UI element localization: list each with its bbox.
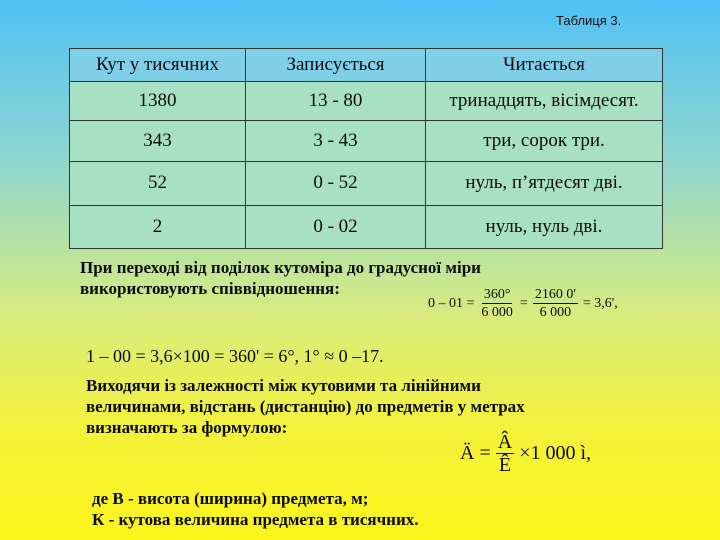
distance-formula xyxy=(460,431,591,476)
table-cell: нуль, п’ятдесят дві. xyxy=(426,162,663,206)
fraction-denominator: Ê xyxy=(498,454,512,476)
fraction-denominator: 6 000 xyxy=(481,305,513,320)
formula-lhs: 0 – 01 = xyxy=(428,295,475,311)
table-row xyxy=(70,206,663,249)
text-line: де В - висота (ширина) предмета, м; xyxy=(92,489,369,508)
fraction-denominator: 6 000 xyxy=(539,305,572,320)
table-cell: 343 xyxy=(70,121,246,162)
text-line: визначають за формулою: xyxy=(86,418,288,437)
fraction-numerator: 360° xyxy=(483,287,511,302)
column-header: Читається xyxy=(426,49,663,82)
fraction-height-over-angle xyxy=(496,431,514,476)
table-row xyxy=(70,82,663,121)
distance-intro-text xyxy=(86,375,525,438)
column-header: Кут у тисячних xyxy=(70,49,246,82)
fraction-minutes xyxy=(533,286,578,321)
table-cell: 1380 xyxy=(70,82,246,121)
variable-definitions xyxy=(92,488,419,530)
text-line: К - кутова величина предмета в тисячних. xyxy=(92,510,419,529)
table-row xyxy=(70,121,663,162)
table-cell: тринадцять, вісімдесят. xyxy=(426,82,663,121)
fraction-numerator: 2160 0' xyxy=(534,287,576,302)
text-line: величинами, відстань (дистанцію) до предметів у метрах xyxy=(86,397,525,416)
table-cell: три, сорок три. xyxy=(426,121,663,162)
formula-lhs: Ä = xyxy=(460,442,491,464)
conversion-formula xyxy=(428,286,618,321)
formula-rhs: ×1 000 ì, xyxy=(519,442,592,464)
table-cell: 2 xyxy=(70,206,246,249)
fraction-degrees xyxy=(479,286,515,321)
table-cell: 13 - 80 xyxy=(246,82,426,121)
formula-rhs: = 3,6', xyxy=(582,295,618,311)
fraction-numerator: Â xyxy=(497,431,513,453)
table-cell: 0 - 52 xyxy=(246,162,426,206)
text-line: При переході від поділок кутоміра до градусної міри xyxy=(80,258,481,277)
conversion-intro-text xyxy=(80,257,481,299)
table-row xyxy=(70,162,663,206)
column-header: Записується xyxy=(246,49,426,82)
angle-notation-table xyxy=(69,48,663,249)
text-line: використовують співвідношення: xyxy=(80,279,340,298)
table-cell: нуль, нуль дві. xyxy=(426,206,663,249)
table-cell: 3 - 43 xyxy=(246,121,426,162)
table-header-row xyxy=(70,49,663,82)
formula-equals: = xyxy=(519,295,528,311)
text-line: Виходячи із залежності між кутовими та лінійними xyxy=(86,376,481,395)
table-cell: 0 - 02 xyxy=(246,206,426,249)
table-caption: Таблиця 3. xyxy=(556,13,622,28)
equation-line: 1 – 00 = 3,6×100 = 360' = 6°, 1° ≈ 0 –17. xyxy=(86,346,384,366)
table-cell: 52 xyxy=(70,162,246,206)
